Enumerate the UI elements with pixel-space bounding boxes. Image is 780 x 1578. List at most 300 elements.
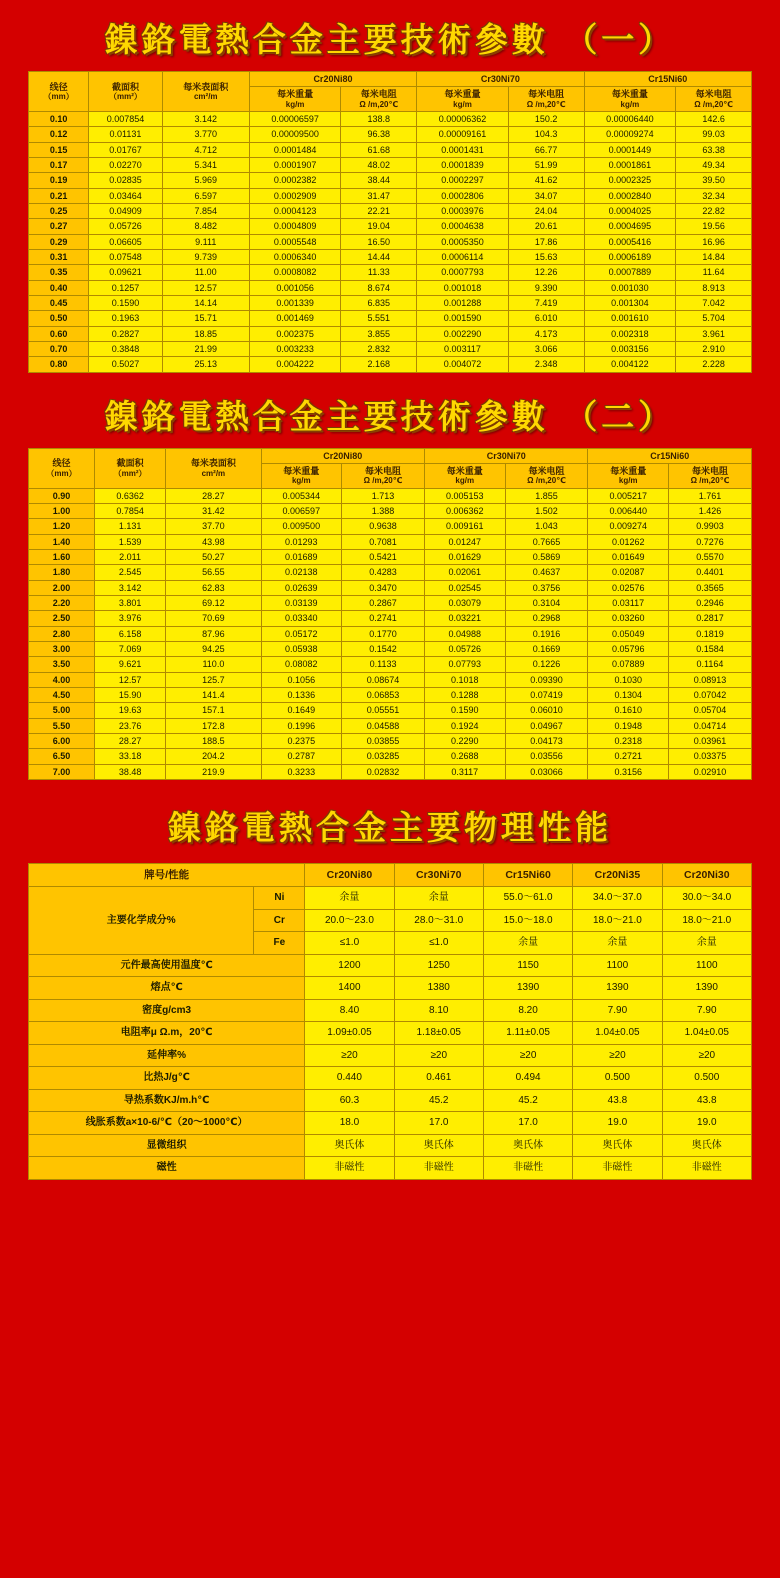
table-cell: 8.20 (483, 999, 572, 1022)
table-cell: 15.71 (162, 311, 249, 326)
table-cell: 37.70 (166, 519, 261, 534)
table-cell: 0.0005548 (249, 234, 341, 249)
table-cell: 非磁性 (662, 1157, 751, 1180)
table-cell: 0.2688 (425, 749, 506, 764)
table-cell: 0.1948 (588, 718, 669, 733)
col-label: 每米电阻 (360, 89, 397, 100)
table-cell: 0.3565 (668, 580, 751, 595)
table-cell: 0.3156 (588, 764, 669, 779)
table-cell: 32.34 (676, 188, 752, 203)
table-cell: 0.3756 (505, 580, 588, 595)
table-cell: 141.4 (166, 688, 261, 703)
table-cell: 0.3117 (425, 764, 506, 779)
table-cell: 1390 (662, 977, 751, 1000)
table-cell: 0.02270 (89, 157, 163, 172)
section-1-table-wrap (0, 71, 780, 373)
table-cell: 0.03855 (342, 734, 425, 749)
table-cell: 0.04988 (425, 626, 506, 641)
col-label: 每米电阻 (691, 466, 728, 477)
table-cell: 0.001590 (417, 311, 509, 326)
physical-title: 鎳鉻電熱合金主要物理性能 (168, 808, 612, 848)
table-cell: 0.03139 (261, 596, 342, 611)
table-cell: 3.770 (162, 127, 249, 142)
table-cell: 非磁性 (394, 1157, 483, 1180)
table-row (29, 1134, 752, 1157)
table-2-col-resistance-1 (342, 464, 425, 489)
table-cell: 0.1584 (668, 642, 751, 657)
table-row (29, 357, 752, 372)
table-cell: 11.33 (341, 265, 417, 280)
table-cell: 0.2290 (425, 734, 506, 749)
table-row (29, 1067, 752, 1090)
table-cell: 24.04 (508, 203, 584, 218)
table-cell: 0.02910 (668, 764, 751, 779)
col-sublabel: （mm²） (109, 92, 142, 102)
table-cell: 14.14 (162, 296, 249, 311)
table-row (29, 326, 752, 341)
table-cell: 2.00 (29, 580, 95, 595)
table-cell: 0.1590 (425, 703, 506, 718)
table-cell: 18.85 (162, 326, 249, 341)
table-cell: 0.440 (305, 1067, 394, 1090)
table-cell: 0.006362 (425, 503, 506, 518)
col-sublabel: （mm） (43, 92, 74, 102)
table-cell: 0.80 (29, 357, 89, 372)
table-cell: 28.0～31.0 (394, 909, 483, 932)
table-cell: 9.390 (508, 280, 584, 295)
table-cell: 0.1336 (261, 688, 342, 703)
table-cell: 2.011 (94, 549, 165, 564)
table-cell: 157.1 (166, 703, 261, 718)
table-row (29, 626, 752, 641)
table-row (29, 173, 752, 188)
physical-head (29, 864, 752, 887)
table-cell: 0.1056 (261, 672, 342, 687)
table-cell: 6.158 (94, 626, 165, 641)
table-cell: 0.002375 (249, 326, 341, 341)
property-label: 密度g/cm3 (29, 999, 305, 1022)
table-cell: 0.1304 (588, 688, 669, 703)
table-cell: 0.03260 (588, 611, 669, 626)
table-cell: 0.4401 (668, 565, 751, 580)
table-cell: 0.45 (29, 296, 89, 311)
table-cell: 0.29 (29, 234, 89, 249)
table-cell: 0.2741 (342, 611, 425, 626)
property-label: 熔点℃ (29, 977, 305, 1000)
table-cell: 17.86 (508, 234, 584, 249)
physical-header-row (29, 864, 752, 887)
table-2-col-weight-2 (425, 464, 506, 489)
table-row (29, 219, 752, 234)
table-cell: 0.01293 (261, 534, 342, 549)
table-cell: 0.494 (483, 1067, 572, 1090)
table-row (29, 280, 752, 295)
table-cell: 0.2787 (261, 749, 342, 764)
table-cell: 2.545 (94, 565, 165, 580)
table-cell: 3.976 (94, 611, 165, 626)
table-cell: 0.17 (29, 157, 89, 172)
table-cell: 16.50 (341, 234, 417, 249)
table-cell: 0.1649 (261, 703, 342, 718)
table-cell: 0.0003976 (417, 203, 509, 218)
property-label: 导热系数KJ/m.h℃ (29, 1089, 305, 1112)
table-cell: 2.50 (29, 611, 95, 626)
table-row (29, 503, 752, 518)
physical-col-cr20ni80: Cr20Ni80 (305, 864, 394, 887)
table-cell: 6.010 (508, 311, 584, 326)
table-cell: 0.004072 (417, 357, 509, 372)
table-cell: 61.68 (341, 142, 417, 157)
table-cell: 23.76 (94, 718, 165, 733)
table-cell: 7.069 (94, 642, 165, 657)
table-cell: 0.04967 (505, 718, 588, 733)
table-cell: 142.6 (676, 111, 752, 126)
table-cell: 0.01247 (425, 534, 506, 549)
table-1-col-resistance-3 (676, 87, 752, 112)
table-cell: 7.419 (508, 296, 584, 311)
table-cell: 0.0008082 (249, 265, 341, 280)
col-label: 每米重量 (610, 466, 647, 477)
table-cell: 0.04173 (505, 734, 588, 749)
table-cell: 70.69 (166, 611, 261, 626)
table-cell: 43.8 (573, 1089, 662, 1112)
col-label: 每米重量 (611, 89, 648, 100)
table-cell: 0.003156 (584, 342, 676, 357)
table-cell: 15.90 (94, 688, 165, 703)
col-sublabel: cm²/m (201, 468, 226, 478)
table-cell: 3.142 (162, 111, 249, 126)
col-label: 每米电阻 (695, 89, 732, 100)
table-cell: 172.8 (166, 718, 261, 733)
col-sublabel: kg/m (620, 99, 640, 109)
table-cell: 7.042 (676, 296, 752, 311)
table-row (29, 718, 752, 733)
table-2-body (29, 488, 752, 780)
table-cell: 0.0006114 (417, 249, 509, 264)
table-cell: 0.0005416 (584, 234, 676, 249)
table-cell: 6.50 (29, 749, 95, 764)
table-cell: 14.84 (676, 249, 752, 264)
table-cell: 1400 (305, 977, 394, 1000)
property-label: 比热J/g℃ (29, 1067, 305, 1090)
chemical-composition-label: 主要化学成分% (29, 887, 254, 955)
table-cell: 0.05551 (342, 703, 425, 718)
table-cell: 0.7081 (342, 534, 425, 549)
table-cell: 0.2375 (261, 734, 342, 749)
table-cell: 0.27 (29, 219, 89, 234)
table-cell: 15.0～18.0 (483, 909, 572, 932)
table-cell: 4.712 (162, 142, 249, 157)
table-cell: 125.7 (166, 672, 261, 687)
table-cell: 3.066 (508, 342, 584, 357)
table-cell: 0.02087 (588, 565, 669, 580)
table-cell: 0.07419 (505, 688, 588, 703)
table-1-head (29, 72, 752, 112)
table-2-col-surface (166, 448, 261, 488)
table-cell: 0.03117 (588, 596, 669, 611)
col-sublabel: kg/m (455, 476, 475, 486)
table-cell: 0.03066 (505, 764, 588, 779)
table-2-group-cr15ni60: Cr15Ni60 (588, 448, 752, 463)
tech-params-table-1 (28, 71, 752, 373)
table-cell: 11.64 (676, 265, 752, 280)
table-cell: 0.05172 (261, 626, 342, 641)
table-cell: 余量 (394, 887, 483, 910)
table-cell: ≤1.0 (394, 932, 483, 955)
table-cell: 1390 (483, 977, 572, 1000)
table-cell: 16.96 (676, 234, 752, 249)
col-sublabel: Ω /m,20℃ (359, 99, 399, 109)
physical-col-cr30ni70: Cr30Ni70 (394, 864, 483, 887)
table-cell: 0.0001907 (249, 157, 341, 172)
table-row (29, 688, 752, 703)
table-2-group-cr30ni70: Cr30Ni70 (425, 448, 588, 463)
table-cell: 0.03340 (261, 611, 342, 626)
table-cell: 69.12 (166, 596, 261, 611)
section-1-title: 鎳鉻電熱合金主要技術參數 （一） (104, 20, 676, 59)
table-cell: 28.27 (166, 488, 261, 503)
table-cell: 0.007854 (89, 111, 163, 126)
table-cell: 0.001304 (584, 296, 676, 311)
table-cell: 0.06605 (89, 234, 163, 249)
table-cell: 0.02576 (588, 580, 669, 595)
col-label: 每米表面积 (183, 81, 229, 92)
table-cell: 0.461 (394, 1067, 483, 1090)
table-cell: 余量 (662, 932, 751, 955)
table-cell: 12.57 (94, 672, 165, 687)
table-cell: 0.0004025 (584, 203, 676, 218)
table-cell: 14.44 (341, 249, 417, 264)
table-cell: 0.3233 (261, 764, 342, 779)
table-cell: 0.009274 (588, 519, 669, 534)
table-cell: 余量 (483, 932, 572, 955)
table-cell: 0.1590 (89, 296, 163, 311)
table-cell: 5.341 (162, 157, 249, 172)
table-cell: 0.005217 (588, 488, 669, 503)
table-cell: 0.006597 (261, 503, 342, 518)
table-cell: 0.01629 (425, 549, 506, 564)
table-cell: 19.63 (94, 703, 165, 718)
col-label: 每米电阻 (528, 466, 565, 477)
table-1-col-weight-3 (584, 87, 676, 112)
table-cell: 0.004122 (584, 357, 676, 372)
table-cell: 1.20 (29, 519, 95, 534)
table-cell: 0.005153 (425, 488, 506, 503)
table-cell: 0.02832 (342, 764, 425, 779)
table-cell: 0.0002297 (417, 173, 509, 188)
table-row (29, 764, 752, 779)
table-cell: 0.60 (29, 326, 89, 341)
table-1-col-weight-1 (249, 87, 341, 112)
table-cell: 0.03961 (668, 734, 751, 749)
table-cell: 0.09390 (505, 672, 588, 687)
section-2-title: 鎳鉻電熱合金主要技術參數 （二） (104, 396, 676, 436)
table-cell: 2.20 (29, 596, 95, 611)
table-cell: 0.1963 (89, 311, 163, 326)
table-cell: 0.0001861 (584, 157, 676, 172)
table-cell: 0.0007889 (584, 265, 676, 280)
table-cell: 8.482 (162, 219, 249, 234)
table-cell: 0.0001431 (417, 142, 509, 157)
table-row (29, 142, 752, 157)
table-cell: 51.99 (508, 157, 584, 172)
table-cell: 0.2968 (505, 611, 588, 626)
table-cell: 余量 (573, 932, 662, 955)
table-cell: 1.713 (342, 488, 425, 503)
table-cell: 2.832 (341, 342, 417, 357)
table-2-head (29, 448, 752, 488)
col-label: 每米电阻 (528, 89, 565, 100)
table-cell: 22.82 (676, 203, 752, 218)
chemical-element-label: Fe (254, 932, 305, 955)
table-cell: 0.0002806 (417, 188, 509, 203)
table-1-group-cr20ni80: Cr20Ni80 (249, 72, 416, 87)
table-cell: 0.15 (29, 142, 89, 157)
table-cell: 1200 (305, 954, 394, 977)
table-cell: 3.50 (29, 657, 95, 672)
property-label: 元件最高使用温度℃ (29, 954, 305, 977)
table-1-col-weight-2 (417, 87, 509, 112)
table-cell: 0.004222 (249, 357, 341, 372)
table-cell: 45.2 (483, 1089, 572, 1112)
table-cell: 奥氏体 (394, 1134, 483, 1157)
table-cell: 0.2318 (588, 734, 669, 749)
table-cell: 96.38 (341, 127, 417, 142)
table-cell: 0.2721 (588, 749, 669, 764)
col-label: 每米电阻 (365, 466, 402, 477)
table-cell: 0.50 (29, 311, 89, 326)
table-cell: 0.0002382 (249, 173, 341, 188)
table-cell: 1.426 (668, 503, 751, 518)
table-cell: ≥20 (305, 1044, 394, 1067)
table-row (29, 703, 752, 718)
chemical-element-label: Ni (254, 887, 305, 910)
table-cell: 非磁性 (483, 1157, 572, 1180)
table-row (29, 265, 752, 280)
table-cell: 0.001610 (584, 311, 676, 326)
table-cell: 0.21 (29, 188, 89, 203)
table-cell: 4.173 (508, 326, 584, 341)
table-row (29, 519, 752, 534)
table-cell: 0.10 (29, 111, 89, 126)
table-cell: 0.08913 (668, 672, 751, 687)
table-2-col-resistance-2 (505, 464, 588, 489)
table-cell: 20.0～23.0 (305, 909, 394, 932)
table-cell: 0.01262 (588, 534, 669, 549)
table-row (29, 954, 752, 977)
col-label: 每米重量 (283, 466, 320, 477)
col-label: 截面积 (116, 458, 144, 469)
table-cell: 奥氏体 (573, 1134, 662, 1157)
table-cell: 0.07548 (89, 249, 163, 264)
table-cell: 0.001288 (417, 296, 509, 311)
table-cell: 0.05704 (668, 703, 751, 718)
table-cell: 19.04 (341, 219, 417, 234)
table-cell: 45.2 (394, 1089, 483, 1112)
table-row (29, 977, 752, 1000)
table-cell: 9.739 (162, 249, 249, 264)
table-cell: 66.77 (508, 142, 584, 157)
table-row (29, 580, 752, 595)
table-cell: 1.09±0.05 (305, 1022, 394, 1045)
table-cell: 0.006440 (588, 503, 669, 518)
table-cell: 0.02835 (89, 173, 163, 188)
table-cell: 0.6362 (94, 488, 165, 503)
table-cell: 48.02 (341, 157, 417, 172)
table-cell: 1390 (573, 977, 662, 1000)
bottom-spacer (0, 1180, 780, 1206)
table-cell: 63.38 (676, 142, 752, 157)
table-cell: 3.855 (341, 326, 417, 341)
table-cell: 7.00 (29, 764, 95, 779)
table-cell: 110.0 (166, 657, 261, 672)
table-cell: ≥20 (394, 1044, 483, 1067)
table-cell: 1.502 (505, 503, 588, 518)
table-cell: 188.5 (166, 734, 261, 749)
table-cell: 56.55 (166, 565, 261, 580)
table-cell: 0.00006440 (584, 111, 676, 126)
table-cell: 1.388 (342, 503, 425, 518)
col-label: 每米重量 (446, 466, 483, 477)
table-cell: 5.551 (341, 311, 417, 326)
table-cell: 0.07042 (668, 688, 751, 703)
table-cell: ≥20 (662, 1044, 751, 1067)
table-cell: 0.009161 (425, 519, 506, 534)
table-cell: 0.9638 (342, 519, 425, 534)
table-cell: 0.0001839 (417, 157, 509, 172)
table-cell: 0.05726 (425, 642, 506, 657)
table-1-col-resistance-2 (508, 87, 584, 112)
table-cell: 1.131 (94, 519, 165, 534)
table-cell: 0.0006340 (249, 249, 341, 264)
table-row (29, 188, 752, 203)
table-cell: 0.1542 (342, 642, 425, 657)
table-cell: 0.03221 (425, 611, 506, 626)
table-2-col-weight-1 (261, 464, 342, 489)
table-cell: 0.002290 (417, 326, 509, 341)
table-cell: 2.228 (676, 357, 752, 372)
table-cell: 0.08082 (261, 657, 342, 672)
table-cell: 138.8 (341, 111, 417, 126)
table-cell: 1.04±0.05 (662, 1022, 751, 1045)
table-cell: 1.04±0.05 (573, 1022, 662, 1045)
table-cell: 非磁性 (573, 1157, 662, 1180)
table-cell: 3.801 (94, 596, 165, 611)
table-cell: 19.56 (676, 219, 752, 234)
tech-params-table-2 (28, 448, 752, 780)
physical-col-cr15ni60: Cr15Ni60 (483, 864, 572, 887)
table-cell: 0.03285 (342, 749, 425, 764)
table-cell: 2.168 (341, 357, 417, 372)
table-cell: 0.2817 (668, 611, 751, 626)
table-row (29, 311, 752, 326)
table-cell: 0.31 (29, 249, 89, 264)
col-sublabel: Ω /m,20℃ (527, 476, 566, 486)
table-cell: 7.90 (662, 999, 751, 1022)
physical-body (29, 887, 752, 1180)
col-sublabel: （mm） (46, 468, 77, 478)
table-cell: 1.60 (29, 549, 95, 564)
table-row (29, 249, 752, 264)
property-label: 线胀系数a×10-6/℃（20～1000℃） (29, 1112, 305, 1135)
table-cell: 0.001018 (417, 280, 509, 295)
table-cell: 0.06853 (342, 688, 425, 703)
table-cell: 17.0 (394, 1112, 483, 1135)
table-row (29, 549, 752, 564)
table-cell: 9.621 (94, 657, 165, 672)
table-cell: 0.7854 (94, 503, 165, 518)
table-cell: 0.4283 (342, 565, 425, 580)
